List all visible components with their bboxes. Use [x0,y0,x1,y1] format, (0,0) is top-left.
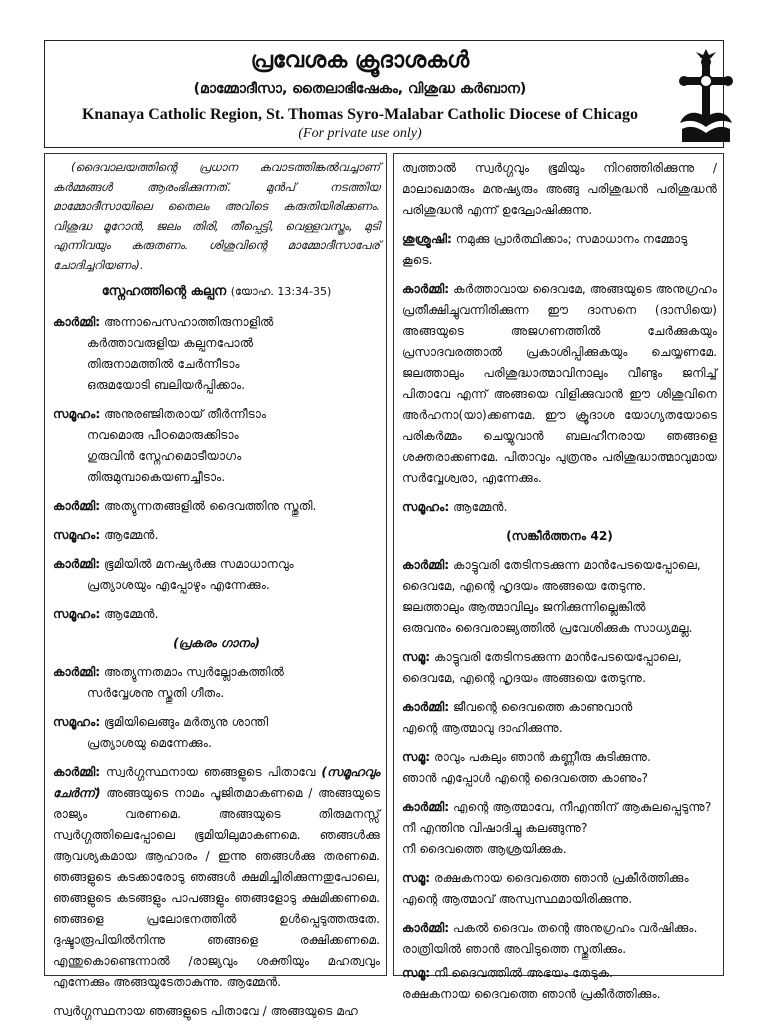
verse-block [402,963,717,1005]
verse-line: പ്രത്യാശയു മെന്നേക്കും. [87,736,212,750]
verse-block [402,868,717,910]
verse-line: അത്യുന്നതമാം സ്വർല്ലോകത്തിൽ [104,665,285,679]
verse-line: എന്റെ ആത്മാവേ, നീഎന്തിന് ആകുലപ്പെടുന്നു? [453,800,712,814]
section-title: (പ്രകരം ഗാനം) [173,636,260,650]
page-title: പ്രവേശക ക്രൂദാശകൾ [250,48,470,73]
verse-line: ആമ്മേൻ. [104,607,159,621]
section-title: (സങ്കീർത്തനം 42) [506,529,613,543]
verse-block [402,497,717,518]
speaker-label: സമൂഹം: [402,500,450,514]
verse-line: തിരുനാമത്തിൽ ചേർന്നീടാം [87,357,240,371]
verse-block [402,697,717,739]
section-title: സ്നേഹത്തിന്റെ കല്പന [101,284,227,299]
verse-line: രാത്രിയിൽ ഞാൻ അവിടുത്തെ സ്തുതിക്കും. [402,942,627,956]
speaker-label: സമൂ: [402,966,431,980]
verse-block [53,554,380,596]
verse-line: ജലത്താലും ആത്മാവിലും ജനിക്കുന്നില്ലെങ്കിൽ [402,600,646,614]
speaker-label: കാർമ്മി: [402,921,450,935]
speaker-label: സമൂ: [402,750,431,764]
verse-block [402,647,717,689]
speaker-label: കാർമ്മി: [53,557,101,571]
verse-line: നമുക്കു പ്രാർത്ഥിക്കാം; സമാധാനം നമ്മോടു കൂടെ. [402,232,688,267]
speaker-label: സമൂഹം: [53,715,101,729]
speaker-label: സമൂ: [402,650,431,664]
verse-block [402,918,717,960]
speaker-label: കാർമ്മി: [53,665,101,679]
verse-line: പ്രത്യാശയും എപ്പോഴും എന്നേക്കും. [87,578,270,592]
verse-line: ഭൂമിയിൽ മനഷ്യർക്കു സമാധാനവും [104,557,294,571]
verse-block [402,555,717,639]
verse-line: എന്റെ ആത്മാവു ദാഹിക്കുന്നു. [402,721,563,735]
section-heading-love [53,281,380,302]
prayer-block: ത്വത്താൽ സ്വർഗ്ഗവും ഭൂമിയും നിറഞ്ഞിരിക്കുന്നു / മാലാഖമാരും മനുഷ്യരും അങ്ങു പരിശുദ്ധൻ പരിശുദ്ധൻ പരിശുദ്ധൻ എന്ന് ഉദ്ഘോഷിക്കുന്നു. [402,161,717,217]
verse-block [53,662,380,704]
verse-line: ദൈവമേ, എന്റെ ഹൃദയം അങ്ങയെ തേടുന്നു. [402,579,647,593]
verse-block [53,496,380,517]
prayer-text: സ്വർഗ്ഗസ്ഥനായ ഞങ്ങളുടെ പിതാവേ [105,765,316,779]
speaker-label: കാർമ്മി: [53,499,101,513]
verse-block [53,404,380,488]
verse-line: ഗുരുവിൻ സ്നേഹമൊടീയാഗം [87,449,242,463]
verse-block [402,747,717,789]
header-box [44,40,724,148]
verse-line: സർവ്വേശനു സ്തുതി ഗീതം. [87,686,225,700]
speaker-label: കാർമ്മി: [402,800,450,814]
verse-line: ദൈവമേ, എന്റെ ഹൃദയം അങ്ങയെ തേടുന്നു. [402,671,647,685]
prayer-text: കർത്താവായ ദൈവമേ, അങ്ങയുടെ അനുഗ്രഹം പ്രതീക്ഷിച്ചുവന്നിരിക്കുന്ന ഈ ദാസനെ (ദാസിയെ) അങ്ങയുടെ അജഗണത്തിൽ ചേർക്കുകയും പ്രസാദവരത്താൽ പ്രകാശിപ്പിക്കുകയും ചെയ്യണമേ. ജലത്താലും പരിശുദ്ധാത്മാവിനാലും വീണ്ടും ജനിച്ച് പിതാവേ എന്ന് അങ്ങയെ വിളിക്കുവാൻ ഈ ശിശുവിനെ അർഹനാ(യാ)ക്കണമേ. ഈ ക്രൂദാശ യോഗ്യതയോടെ പരികർമ്മം ചെയ്യുവാൻ ബലഹീനരായ ഞങ്ങളെ ശക്തരാക്കണമേ. പിതാവും പുത്രനും പരിശുദ്ധാത്മാവുമായ സർവ്വേശ്വരാ, എന്നേക്കും. [402,282,717,485]
verse-line: രാവും പകലും ഞാൻ കണ്ണീരു കുടിക്കുന്നു. [434,750,651,764]
prayer-block [402,279,717,489]
verse-line: അന്നാപെസഹാത്തിരുനാളിൽ [104,315,274,329]
verse-line: പകൽ ദൈവം തന്റെ അനുഗ്രഹം വർഷിക്കും. [453,921,698,935]
verse-block [402,797,717,860]
speaker-label: കാർമ്മി: [402,558,450,572]
verse-line: അനുരഞ്ജിതരായ് തീർന്നീടാം [104,407,267,421]
verse-block [53,312,380,396]
speaker-label: സമൂഹം: [53,528,101,542]
verse-line: അത്യുന്നതങ്ങളിൽ ദൈവത്തിനു സ്തുതി. [104,499,317,513]
verse-line: ജീവന്റെ ദൈവത്തെ കാണുവാൻ [453,700,633,714]
speaker-label: കാർമ്മി: [53,765,101,779]
rubric-text: (സമൂഹവും ചേർന്ന്) [53,765,381,800]
verse-line: കാട്ടുവരി തേടിനടക്കുന്ന മാൻപേടയെപ്പോലെ, [453,558,701,572]
speaker-label: സമൂ: [402,871,431,885]
verse-line: രക്ഷകനായ ദൈവത്തെ ഞാൻ പ്രകീർത്തിക്കും [434,871,689,885]
speaker-label: കാർമ്മി: [402,700,450,714]
verse-line: തിരുമുമ്പാകെയണച്ചീടാം. [87,470,226,484]
verse-line: കർത്താവരുളിയ കല്പനപോൽ [87,336,254,350]
verse-block [53,604,380,625]
prayer-block: സ്വർഗ്ഗസ്ഥനായ ഞങ്ങളുടെ പിതാവേ / അങ്ങയുടെ മഹ [53,1004,358,1018]
verse-line: ഒരുവനും ദൈവരാജ്യത്തിൽ പ്രവേശിക്കുക സാധ്യമല്ല. [402,621,693,635]
speaker-label: സമൂഹം: [53,407,101,421]
prayer-block [53,762,380,993]
page-subtitle: (മാമ്മോദീസാ, തൈലാഭിഷേകം, വിശുദ്ധ കർബാന) [193,81,527,97]
verse-block [53,712,380,754]
left-column [44,153,387,1018]
verse-line: രക്ഷകനായ ദൈവത്തെ ഞാൻ പ്രകീർത്തിക്കും. [402,987,661,1001]
speaker-label: ശുശ്രൂഷി: [402,232,452,246]
mar-thoma-cross-emblem-icon [678,47,734,143]
verse-line: ഒരുമയോടി ബലിയർപ്പിക്കാം. [87,378,246,392]
prayer-text: അങ്ങയുടെ നാമം പൂജിതമാകണമെ / അങ്ങയുടെ രാജ്യം വരണമെ. അങ്ങയുടെ തിരുമനസ്സ് സ്വർഗ്ഗത്തിലെപ്പോലെ ഭൂമിയിലുമാകണമെ. ഞങ്ങൾക്കു ആവശ്യകമായ ആഹാരം / ഇന്നു ഞങ്ങൾക്കു തരണമെ. ഞങ്ങളുടെ കടക്കാരോടു ഞങ്ങൾ ക്ഷമിച്ചിരിക്കുന്നതുപോലെ, ഞങ്ങളുടെ കടങ്ങളും പാപങ്ങളും ഞങ്ങളോടു ക്ഷമിക്കണമെ. ഞങ്ങളെ പ്രലോഭനത്തിൽ ഉൾപ്പെടുത്തരുതേ. ദുഷ്ടാരൂപിയിൽനിന്നു ഞങ്ങളെ രക്ഷിക്കണമെ. എന്തുകൊണ്ടെന്നാൽ /രാജ്യവും ശക്തിയും മഹത്വവും എന്നേക്കും അങ്ങയുടേതാകുന്നു. ആമ്മേൻ. [53,786,381,989]
verse-line: നവമൊരു പീഠമൊരുക്കിടാം [87,428,239,442]
speaker-label: സമൂഹം: [53,607,101,621]
verse-line: കാട്ടുവരി തേടിനടക്കുന്ന മാൻപേടയെപ്പോലെ, [434,650,682,664]
right-column [393,153,724,1001]
verse-line: ഭൂമിയിലെങ്ങും മർത്യനു ശാന്തി [104,715,269,729]
verse-line: നീ ദൈവത്തെ ആശ്രയിക്കുക. [402,842,567,856]
verse-block [402,229,717,271]
verse-line: നീ എന്തിനു വിഷാദിച്ചു കലങ്ങുന്നു? [402,821,588,835]
verse-line: ആമ്മേൻ. [453,500,508,514]
verse-block [53,525,380,546]
organization-name: Knanaya Catholic Region, St. Thomas Syro-Malabar Catholic Diocese of Chicago [81,106,638,123]
scripture-reference: (യോഹ. 13:34-35) [230,285,332,298]
verse-line: എന്റെ ആത്മാവ് അസ്വസ്ഥമായിരിക്കുന്നു. [402,892,633,906]
usage-note: (For private use only) [298,126,422,141]
intro-rubric: (ദൈവാലയത്തിന്റെ പ്രധാന കവാടത്തിങ്കൽവച്ചാണ് കർമ്മങ്ങൾ ആരംഭിക്കുന്നത്. മുൻപ് നടത്തിയ മാമ്മോദീസായിലെ തൈലം അവിടെ കരുതിയിരിക്കണം. വിശുദ്ധ മൂറോൻ, ജലം തിരി, തീപ്പെട്ടി, വെള്ളവസ്ത്രം, മുടി എന്നിവയും കരുതണം. ശിശുവിന്റെ മാമ്മോദീസാപേര് ചോദിച്ചറിയണം). [53,160,380,272]
verse-line: ആമ്മേൻ. [104,528,159,542]
speaker-label: കാർമ്മി: [402,282,450,296]
speaker-label: കാർമ്മി: [53,315,101,329]
verse-line: ഞാൻ എപ്പോൾ എന്റെ ദൈവത്തെ കാണും? [402,771,648,785]
verse-line: നീ ദൈവത്തിൽ അഭയം തേടുക. [434,966,614,980]
